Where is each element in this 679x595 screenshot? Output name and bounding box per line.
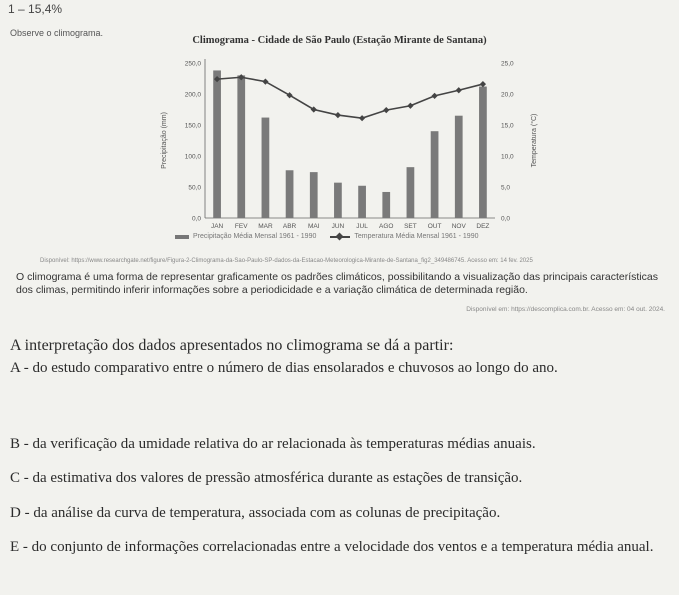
temperature-point	[335, 112, 341, 118]
precipitation-bar	[213, 70, 221, 218]
temperature-point	[431, 93, 437, 99]
precipitation-bar	[455, 116, 463, 218]
chart-legend	[175, 233, 479, 240]
month-label: SET	[404, 223, 417, 230]
chart-title: Climograma - Cidade de São Paulo (Estação Mirante de Santana)	[192, 35, 487, 46]
month-label: JUN	[331, 223, 345, 230]
month-label: NOV	[451, 223, 466, 230]
left-tick-label: 0,0	[191, 215, 201, 223]
precipitation-bar	[431, 131, 439, 218]
month-label: MAR	[258, 223, 273, 230]
left-axis-title: Precipitação (mm)	[161, 112, 168, 169]
precipitation-bar	[286, 170, 294, 218]
legend-line-swatch	[330, 236, 350, 238]
legend-bar-swatch	[175, 235, 189, 239]
text-source: Disponível em: https://descomplica.com.br. Acesso em: 04 out. 2024.	[466, 306, 665, 313]
temperature-point	[383, 107, 389, 113]
left-tick-label: 100,0	[184, 153, 201, 161]
option-c[interactable]: C - da estimativa dos valores de pressão atmosférica durante as estações de transição.	[10, 470, 523, 486]
option-b[interactable]: B - da verificação da umidade relativa do ar relacionada às temperaturas médias anuais.	[10, 436, 536, 452]
precipitation-bar	[407, 167, 415, 218]
option-a[interactable]: A - do estudo comparativo entre o número de dias ensolarados e chuvosos ao longo do ano.	[10, 360, 558, 376]
right-axis-title: Temperatura (°C)	[531, 113, 538, 168]
month-label: DEZ	[476, 223, 490, 230]
precipitation-bar	[382, 192, 390, 218]
precipitation-bar	[334, 183, 342, 218]
question-stem: A interpretação dos dados apresentados no climograma se dá a partir:	[10, 337, 454, 354]
left-tick-label: 50,0	[188, 184, 201, 192]
temperature-point	[456, 87, 462, 93]
previous-answer-line: 1 – 15,4%	[8, 2, 63, 16]
left-tick-label: 150,0	[184, 122, 201, 130]
climogram-chart	[0, 0, 679, 250]
month-label: ABR	[282, 223, 297, 230]
temperature-point	[359, 115, 365, 121]
right-tick-label: 25,0	[501, 60, 514, 68]
month-label: AGO	[379, 223, 394, 230]
right-tick-label: 20,0	[501, 91, 514, 99]
legend-temperature-label: Temperatura Média Mensal 1961 - 1990	[354, 233, 479, 240]
temperature-point	[262, 78, 268, 84]
temperature-point	[480, 81, 486, 87]
temperature-line	[217, 77, 483, 118]
right-tick-label: 5,0	[501, 184, 511, 192]
option-d[interactable]: D - da análise da curva de temperatura, associada com as colunas de precipitação.	[10, 505, 501, 521]
right-tick-label: 10,0	[501, 153, 514, 161]
chart-source: Disponível: https://www.researchgate.net/figure/Figura-2-Climograma-da-Sao-Paulo-SP-dados-da-Estacao-Meteorologica-Mirante-de-Santana_fig2_349486745. Acesso em: 14 fev. 2025	[40, 258, 533, 264]
month-label: FEV	[234, 223, 248, 230]
precipitation-bar	[310, 172, 318, 218]
precipitation-bar	[237, 75, 245, 218]
right-tick-label: 15,0	[501, 122, 514, 130]
temperature-point	[407, 103, 413, 109]
precipitation-bar	[358, 186, 366, 218]
month-label: MAI	[307, 223, 320, 230]
left-tick-label: 200,0	[184, 91, 201, 99]
legend-precipitation-label: Precipitação Média Mensal 1961 - 1990	[193, 233, 317, 240]
right-tick-label: 0,0	[501, 215, 511, 223]
left-tick-label: 250,0	[184, 60, 201, 68]
observe-instruction: Observe o climograma.	[10, 28, 104, 38]
option-e[interactable]: E - do conjunto de informações correlacionadas entre a velocidade dos ventos e a temperatura média anual.	[10, 539, 654, 555]
precipitation-bar	[479, 87, 487, 218]
month-label: JUL	[356, 223, 368, 230]
description-paragraph: O climograma é uma forma de representar graficamente os padrões climáticos, possibilitando a visualização das principais características dos climas, permitindo inferir informações sobre a periodicidade e a variação climática de determinada região.	[16, 271, 658, 296]
month-label: OUT	[427, 223, 442, 230]
precipitation-bar	[262, 118, 270, 218]
month-label: JAN	[210, 223, 224, 230]
